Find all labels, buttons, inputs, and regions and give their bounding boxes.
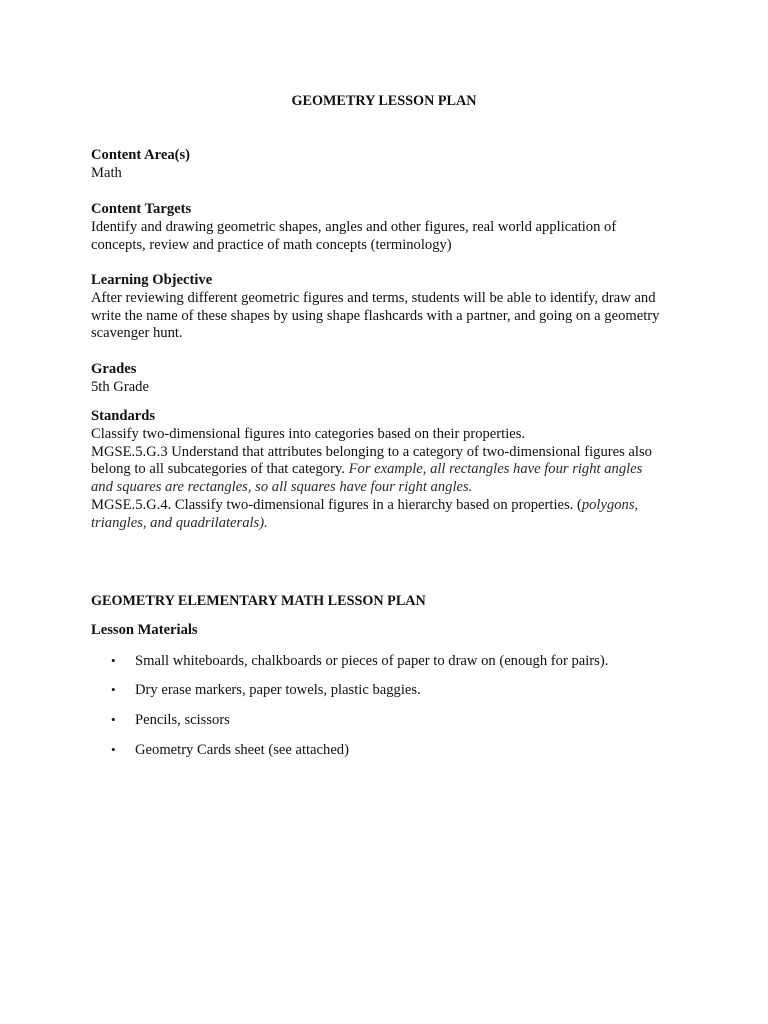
- standards-heading: Standards: [91, 408, 156, 424]
- list-item-text: Dry erase markers, paper towels, plastic baggies.: [135, 682, 421, 698]
- list-item-text: Small whiteboards, chalkboards or pieces of paper to draw on (enough for pairs).: [135, 653, 609, 669]
- bullet-icon: •: [111, 653, 116, 668]
- standards-line: Classify two-dimensional figures into categories based on their properties.: [91, 425, 526, 442]
- learning-objective-section: [91, 272, 691, 343]
- bullet-icon: •: [111, 742, 116, 757]
- lesson-materials-heading: Lesson Materials: [91, 622, 198, 638]
- content-area-value: Math: [91, 164, 122, 181]
- content-targets-heading: Content Targets: [91, 201, 192, 217]
- page-title: GEOMETRY LESSON PLAN: [291, 93, 477, 109]
- standards-example-text: triangles, and quadrilaterals).: [91, 514, 268, 531]
- section-title: GEOMETRY ELEMENTARY MATH LESSON PLAN: [91, 593, 426, 609]
- content-targets-line: Identify and drawing geometric shapes, angles and other figures, real world application of: [91, 218, 617, 235]
- learning-objective-line: write the name of these shapes by using shape flashcards with a partner, and going on a geometry: [91, 307, 660, 324]
- standards-example-text: For example, all rectangles have four right angles: [348, 461, 643, 478]
- standards-line: [91, 461, 691, 479]
- list-item-text: Pencils, scissors: [135, 712, 230, 728]
- standards-line: MGSE.5.G.3 Understand that attributes belonging to a category of two-dimensional figures also: [91, 443, 652, 460]
- grades-value: 5th Grade: [91, 378, 149, 395]
- list-item-text: Geometry Cards sheet (see attached): [135, 742, 349, 758]
- learning-objective-line: After reviewing different geometric figures and terms, students will be able to identify, draw and: [91, 289, 656, 306]
- standards-text: belong to all subcategories of that category.: [91, 461, 349, 478]
- learning-objective-line: scavenger hunt.: [91, 325, 183, 342]
- list-item: [111, 711, 230, 730]
- list-item: [111, 681, 421, 700]
- grades-heading: Grades: [91, 361, 137, 377]
- content-area-section: [91, 147, 691, 183]
- bullet-icon: •: [111, 682, 116, 697]
- list-item: [111, 741, 349, 760]
- content-targets-section: [91, 201, 691, 254]
- standards-example-text: and squares are rectangles, so all squares have four right angles.: [91, 479, 473, 496]
- standards-section: [91, 408, 691, 533]
- learning-objective-heading: Learning Objective: [91, 272, 213, 288]
- grades-section: [91, 361, 691, 397]
- content-area-heading: Content Area(s): [91, 147, 191, 163]
- bullet-icon: •: [111, 712, 116, 727]
- standards-line: [91, 497, 691, 515]
- list-item: [111, 652, 608, 671]
- standards-example-text: polygons,: [581, 496, 639, 513]
- content-targets-line: concepts, review and practice of math concepts (terminology): [91, 236, 452, 253]
- standards-text: MGSE.5.G.4. Classify two-dimensional figures in a hierarchy based on properties. (: [91, 496, 582, 513]
